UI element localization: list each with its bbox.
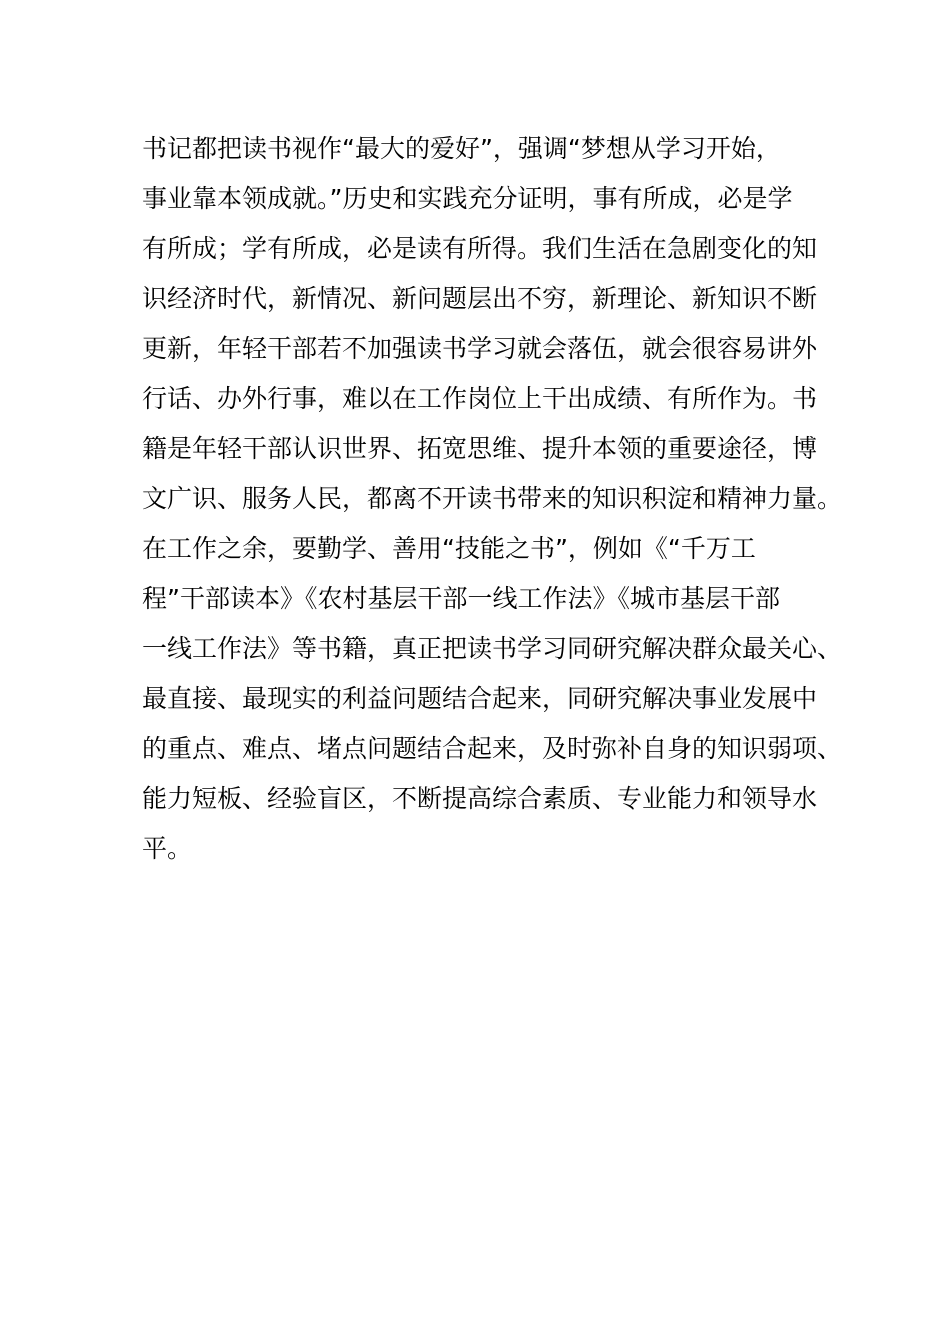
- body-paragraph: [142, 124, 842, 874]
- text-line: 书记都把读书视作“最大的爱好”，强调“梦想从学习开始，: [142, 134, 781, 163]
- text-line: 平。: [142, 834, 193, 863]
- text-line: 一线工作法》等书籍，真正把读书学习同研究解决群众最关心、: [142, 634, 843, 663]
- text-line: 有所成；学有所成，必是读有所得。我们生活在急剧变化的知: [142, 234, 818, 263]
- text-line: 行话、办外行事，难以在工作岗位上干出成绩、有所作为。书: [142, 384, 818, 413]
- text-line: 在工作之余，要勤学、善用“技能之书”，例如《“千万工: [142, 534, 756, 563]
- text-line: 的重点、难点、堵点问题结合起来，及时弥补自身的知识弱项、: [142, 734, 843, 763]
- text-line: 事业靠本领成就。”历史和实践充分证明，事有所成，必是学: [142, 184, 793, 213]
- text-line: 程”干部读本》《农村基层干部一线工作法》《城市基层干部: [142, 584, 780, 613]
- text-line: 籍是年轻干部认识世界、拓宽思维、提升本领的重要途径，博: [142, 434, 818, 463]
- text-line: 更新，年轻干部若不加强读书学习就会落伍，就会很容易讲外: [142, 334, 818, 363]
- text-line: 最直接、最现实的利益问题结合起来，同研究解决事业发展中: [142, 684, 818, 713]
- text-line: 能力短板、经验盲区，不断提高综合素质、专业能力和领导水: [142, 784, 818, 813]
- text-line: 文广识、服务人民，都离不开读书带来的知识积淀和精神力量。: [142, 484, 843, 513]
- text-line: 识经济时代，新情况、新问题层出不穷，新理论、新知识不断: [142, 284, 818, 313]
